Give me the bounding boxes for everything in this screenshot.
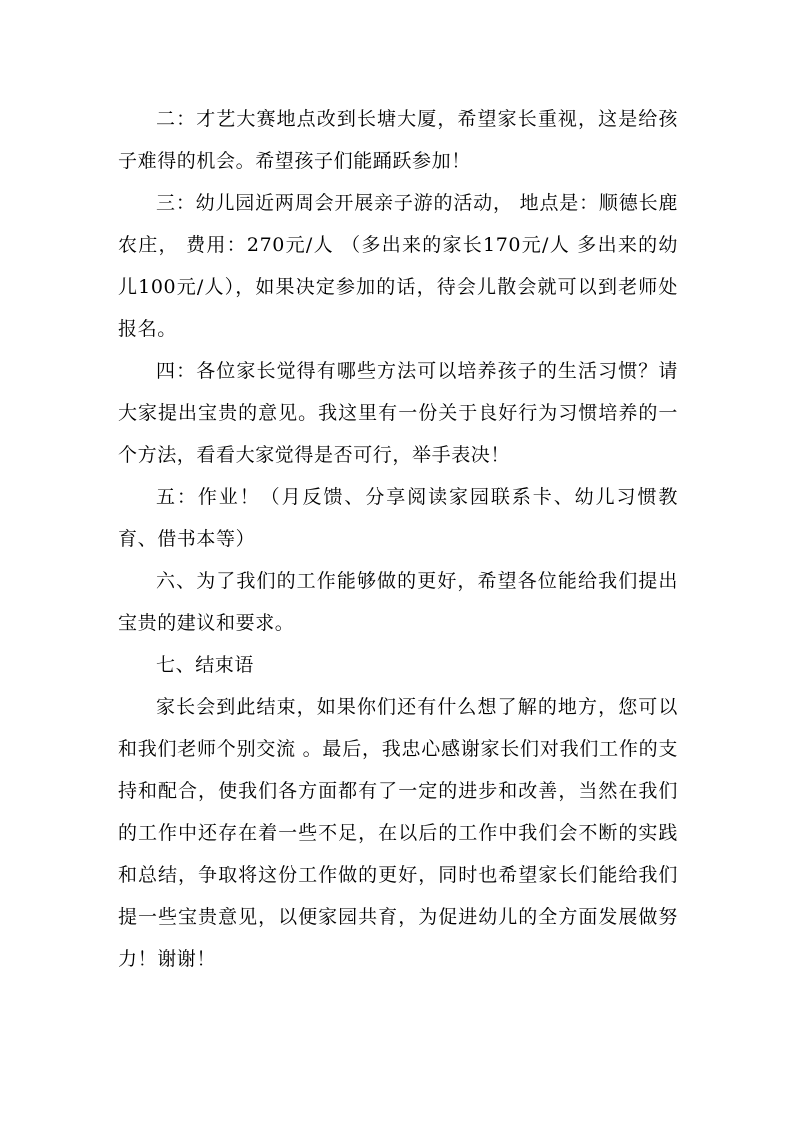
paragraph-item-5-homework: 五：作业！（月反馈、分享阅读家园联系卡、幼儿习惯教育、借书本等） [118,486,678,550]
document-body [118,98,678,980]
paragraph-item-7-heading: 七、结束语 [156,654,255,676]
paragraph-item-6-suggestions: 六、为了我们的工作能够做的更好，希望各位能给我们提出宝贵的建议和要求。 [118,570,678,634]
paragraph-item-2-venue-change: 二：才艺大赛地点改到长塘大厦，希望家长重视，这是给孩子难得的机会。希望孩子们能踊跃参加！ [118,108,678,172]
paragraph-item-3-parent-child-trip: 三：幼儿园近两周会开展亲子游的活动， 地点是：顺德长鹿农庄， 费用：270元/人 （多出来的家长170元/人 多出来的幼儿100元/人），如果决定参加的话，待会儿散会就可以到老师处报名。 [118,192,678,340]
paragraph-closing-remarks: 家长会到此结束，如果你们还有什么想了解的地方，您可以和我们老师个别交流 。最后，我忠心感谢家长们对我们工作的支持和配合，使我们各方面都有了一定的进步和改善，当然在我们的工作中还存在着一些不足，在以后的工作中我们会不断的实践和总结，争取将这份工作做的更好，同时也希望家长们能给我们提一些宝贵意见，以便家园共育，为促进幼儿的全方面发展做努力！谢谢！ [118,696,678,970]
paragraph-item-4-habit-training: 四：各位家长觉得有哪些方法可以培养孩子的生活习惯？请大家提出宝贵的意见。我这里有一份关于良好行为习惯培养的一个方法，看看大家觉得是否可行，举手表决！ [118,360,678,466]
